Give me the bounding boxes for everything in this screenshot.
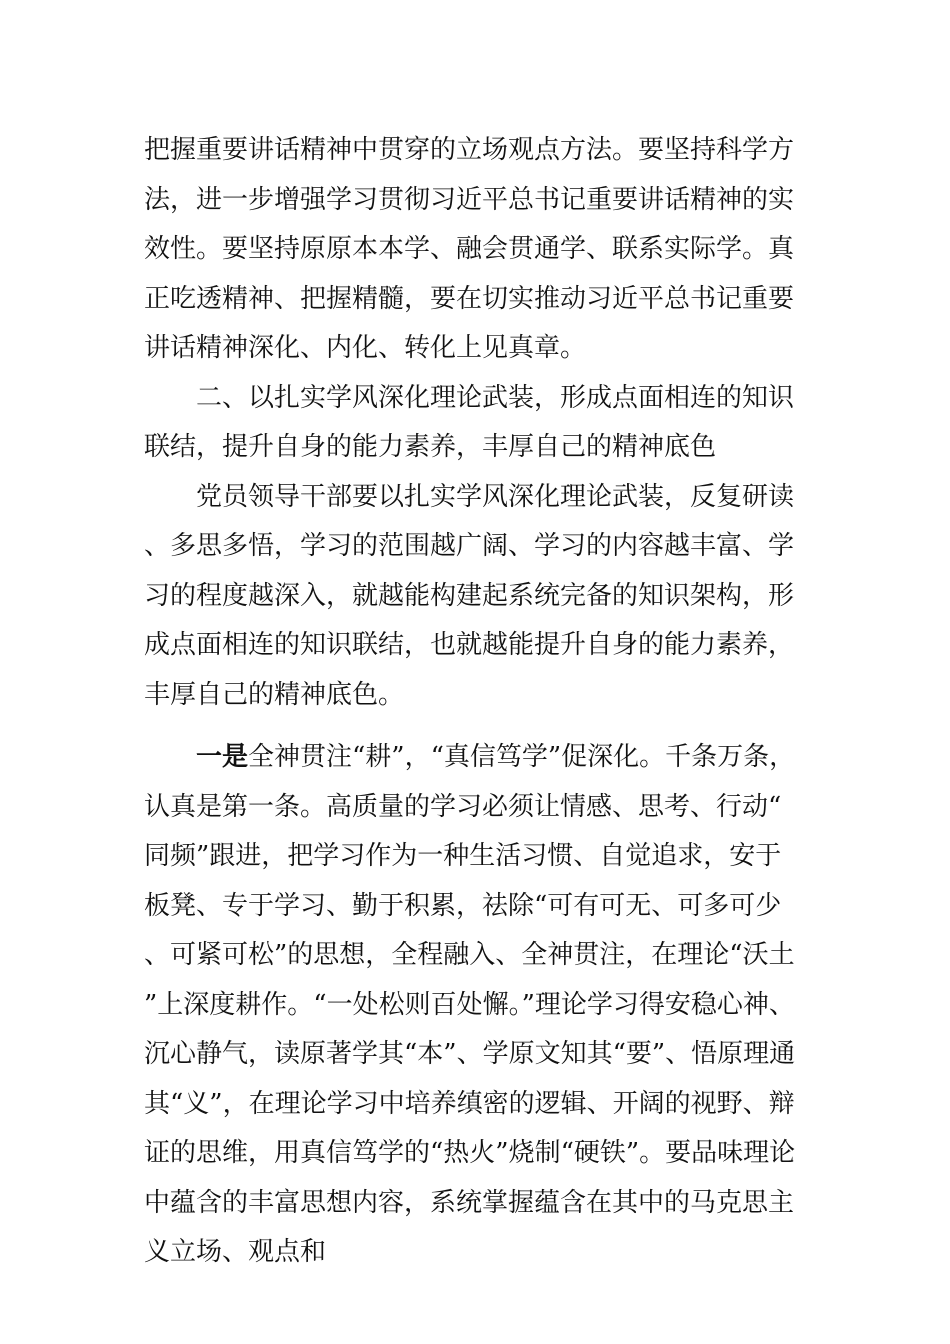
paragraph-continuation: 把握重要讲话精神中贯穿的立场观点方法。要坚持科学方法，进一步增强学习贯彻习近平总书记重要讲话精神的实效性。要坚持原原本本学、融会贯通学、联系实际学。真正吃透精神、把握精髓，要在切实推动习近平总书记重要讲话精神深化、内化、转化上见真章。: [144, 135, 795, 363]
point-one-lead: 一是: [196, 742, 249, 772]
point-one-text: 全神贯注“耕”，“真信笃学”促深化。千条万条，认真是第一条。高质量的学习必须让情感、思考、行动“同频”跟进，把学习作为一种生活习惯、自觉追求，安于板凳、专于学习、勤于积累，祛除“可有可无、可多可少、可紧可松”的思想，全程融入、全神贯注，在理论“沃土”上深度耕作。“一处松则百处懈。”理论学习得安稳心神、沉心静气，读原著学其“本”、学原文知其“要”、悟原理通其“义”，在理论学习中培养缜密的逻辑、开阔的视野、辩证的思维，用真信笃学的“热火”烧制“硬铁”。要品味理论中蕴含的丰富思想内容，系统掌握蕴含在其中的马克思主义立场、观点和: [144, 742, 796, 1267]
paragraph-point-one: [144, 733, 804, 1278]
section-heading-two: 二、以扎实学风深化理论武装，形成点面相连的知识联结，提升自身的能力素养，丰厚自己的精神底色: [144, 382, 795, 462]
document-body: [144, 126, 804, 1278]
paragraph-cadres-study: 党员领导干部要以扎实学风深化理论武装，反复研读、多思多悟，学习的范围越广阔、学习的内容越丰富、学习的程度越深入，就越能构建起系统完备的知识架构，形成点面相连的知识联结，也就越能提升自身的能力素养，丰厚自己的精神底色。: [144, 481, 795, 710]
